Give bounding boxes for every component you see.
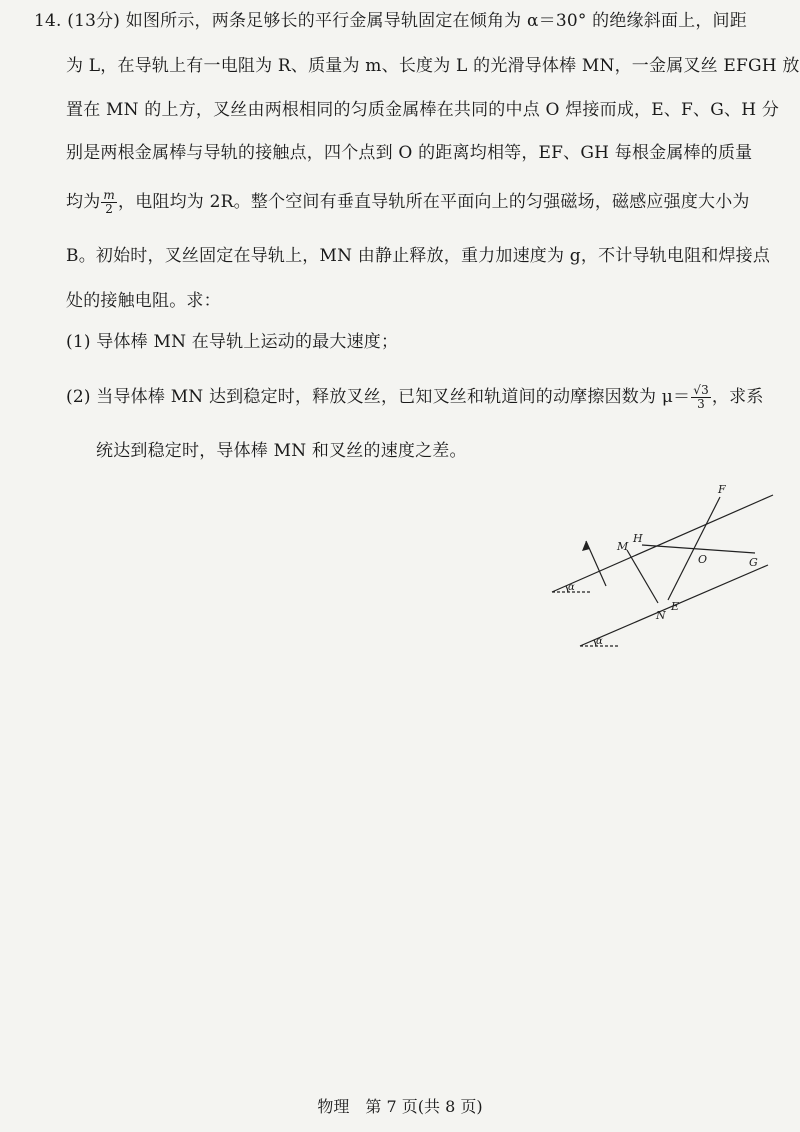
problem-line-2: 为 L，在导轨上有一电阻为 R、质量为 m、长度为 L 的光滑导体棒 MN，一金属叉丝 EFGH 放 <box>66 56 800 76</box>
page-footer: 物理 第 7 页(共 8 页) <box>317 1097 483 1116</box>
label-alpha-1: α <box>568 582 575 593</box>
label-E: E <box>671 600 680 613</box>
mu-numerator: √3 <box>693 383 709 397</box>
q2-suffix: ，求系 <box>711 387 764 407</box>
line5-suffix: ，电阻均为 2R。整个空间有垂直导轨所在平面向上的匀强磁场，磁感应强度大小为 <box>118 192 750 212</box>
question-2-continued: 统达到稳定时，导体棒 MN 和叉丝的速度之差。 <box>96 441 467 461</box>
label-alpha-2: α <box>596 636 603 647</box>
problem-line-3: 置在 MN 的上方，叉丝由两根相同的匀质金属棒在共同的中点 O 焊接而成，E、F、G、H 分 <box>66 100 780 120</box>
label-O: O <box>698 553 708 566</box>
problem-line-7: 处的接触电阻。求： <box>66 291 221 311</box>
fork-bar-FE <box>668 497 720 600</box>
problem-line-1: 14. (13分) 如图所示，两条足够长的平行金属导轨固定在倾角为 α＝30° 的绝缘斜面上，间距 <box>34 11 747 31</box>
fraction-denominator: 2 <box>105 202 114 216</box>
line5-prefix: 均为 <box>66 192 101 212</box>
problem-line-6: B。初始时，叉丝固定在导轨上，MN 由静止释放，重力加速度为 g，不计导轨电阻和焊接点 <box>66 246 771 266</box>
rod-MN <box>627 550 658 603</box>
fork-bar-HG <box>642 545 755 553</box>
label-G: G <box>749 556 758 569</box>
question-1: (1) 导体棒 MN 在导轨上运动的最大速度； <box>66 332 399 352</box>
fraction-numerator: m <box>103 188 115 202</box>
problem-line-4: 别是两根金属棒与导轨的接触点，四个点到 O 的距离均相等，EF、GH 每根金属棒的质量 <box>66 143 753 163</box>
q2-prefix: (2) 当导体棒 MN 达到稳定时，释放叉丝，已知叉丝和轨道间的动摩擦因数为 μ＝ <box>66 387 691 407</box>
label-F: F <box>718 483 726 496</box>
label-H: H <box>633 532 643 545</box>
label-N: N <box>656 609 666 622</box>
mu-denominator: 3 <box>697 397 705 411</box>
label-M: M <box>617 540 629 553</box>
